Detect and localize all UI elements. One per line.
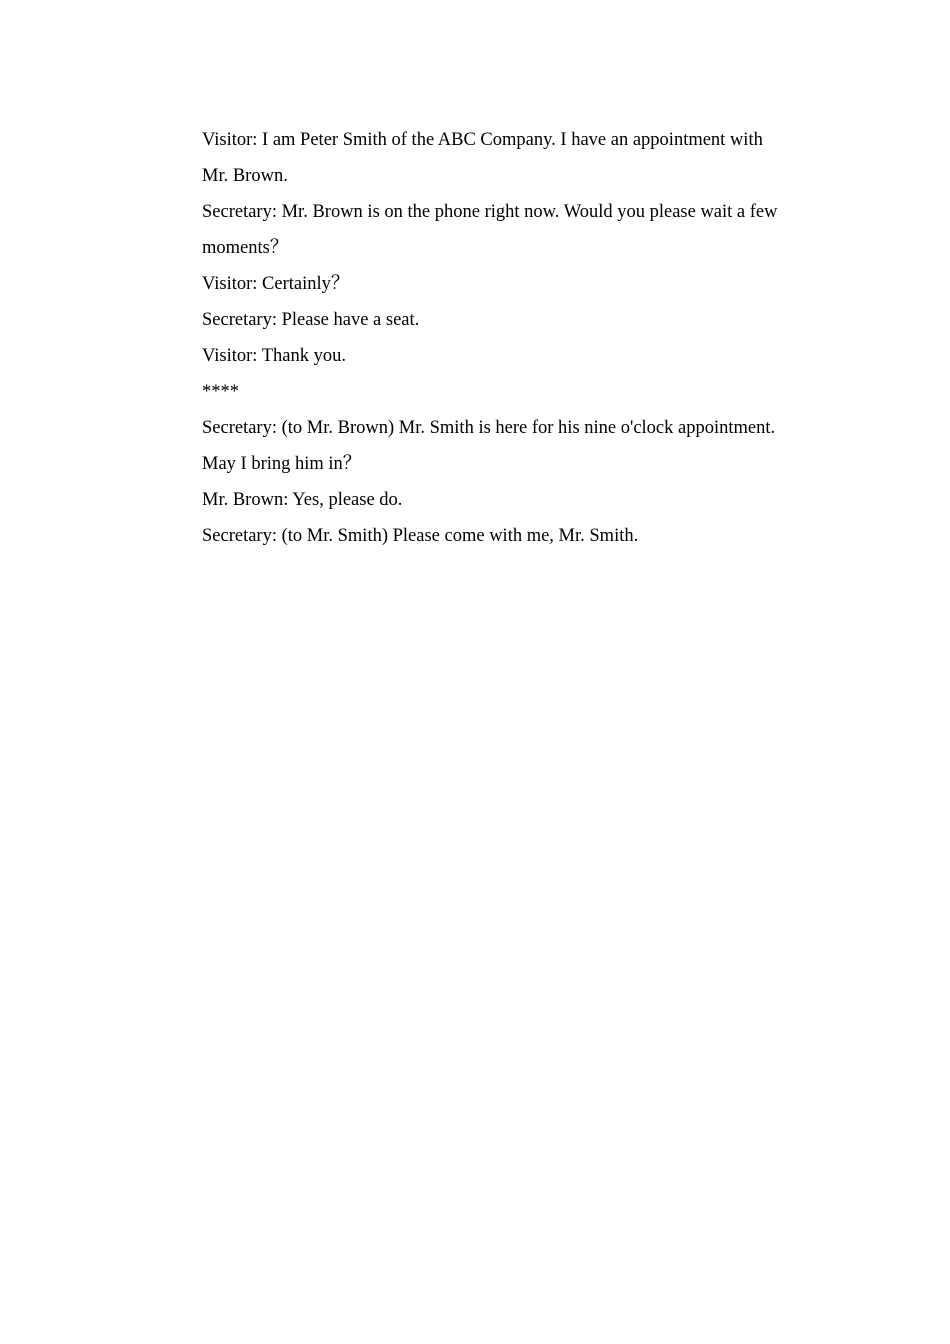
dialogue-line: Visitor: I am Peter Smith of the ABC Company. I have an appointment with	[202, 130, 763, 150]
dialogue-line: moments？	[202, 238, 289, 258]
dialogue-line: Mr. Brown.	[202, 166, 288, 186]
scene-separator: ****	[202, 382, 239, 402]
dialogue-line: Secretary: (to Mr. Smith) Please come with me, Mr. Smith.	[202, 526, 639, 546]
dialogue-text	[202, 122, 814, 554]
dialogue-line: Mr. Brown: Yes, please do.	[202, 490, 403, 510]
dialogue-line: Secretary: (to Mr. Brown) Mr. Smith is here for his nine o'clock appointment.	[202, 418, 776, 438]
dialogue-line: Visitor: Certainly？	[202, 274, 350, 294]
dialogue-line: May I bring him in？	[202, 454, 362, 474]
dialogue-line: Secretary: Please have a seat.	[202, 310, 420, 330]
dialogue-line: Visitor: Thank you.	[202, 346, 346, 366]
dialogue-line: Secretary: Mr. Brown is on the phone right now. Would you please wait a few	[202, 202, 778, 222]
